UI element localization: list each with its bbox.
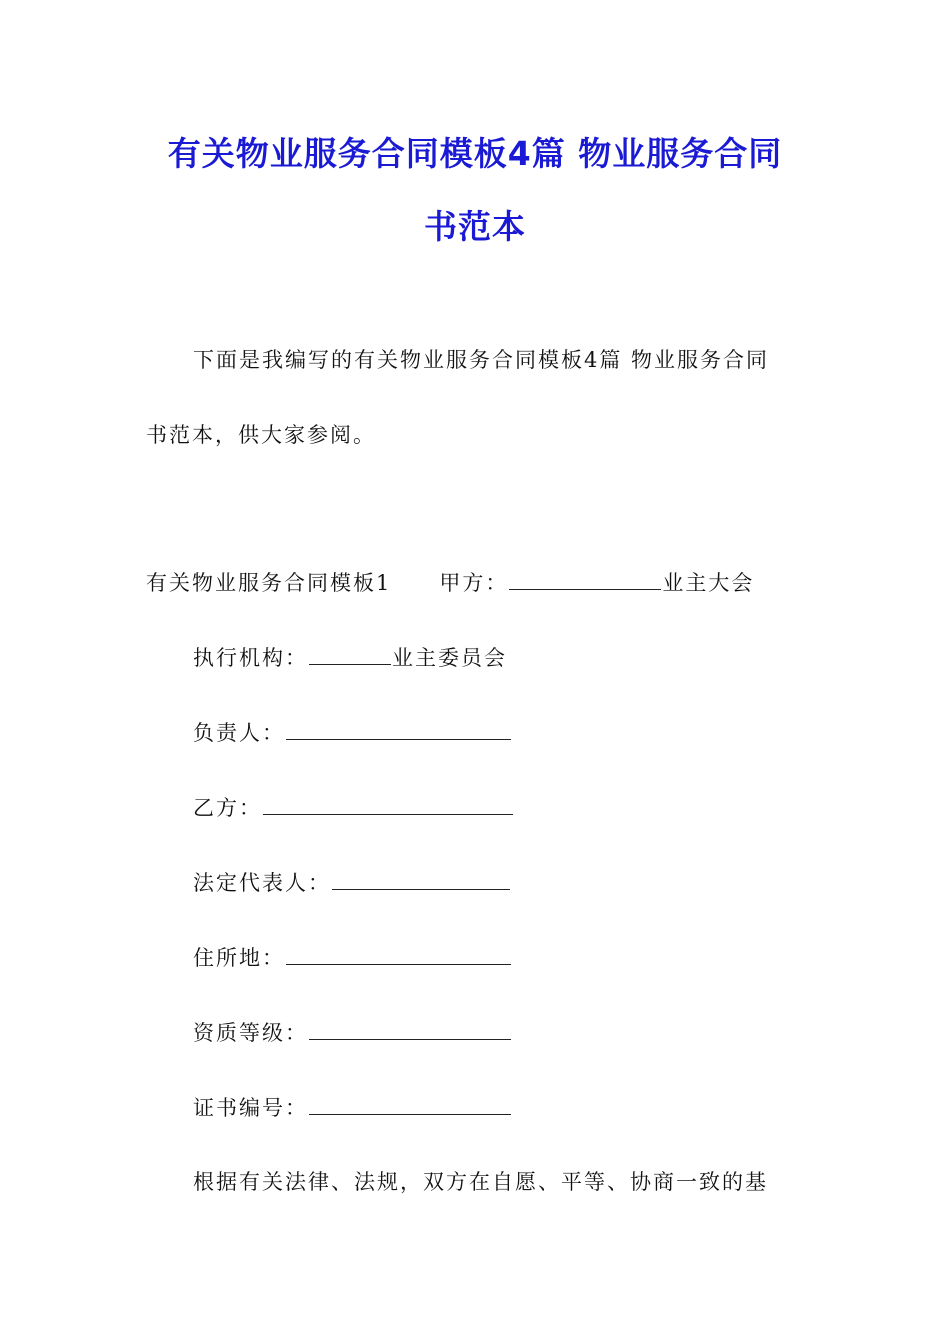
field-blank (286, 719, 511, 740)
field-row-certificate (193, 1093, 512, 1123)
field-label: 乙方： (193, 796, 262, 820)
field-row-legal-rep (193, 868, 511, 898)
field-row-address (193, 943, 512, 973)
document-title-line-1: 有关物业服务合同模板4篇 物业服务合同 (167, 134, 783, 173)
field-blank (263, 794, 513, 815)
field-row-party-b (193, 793, 514, 823)
field-blank (309, 1019, 511, 1040)
exec-row (193, 643, 507, 673)
party-a-row (146, 568, 754, 598)
field-row-qualification (193, 1018, 512, 1048)
field-blank (332, 869, 510, 890)
basis-paragraph: 根据有关法律、法规，双方在自愿、平等、协商一致的基 (193, 1170, 768, 1194)
document-title-line-2: 书范本 (424, 207, 526, 246)
party-a-suffix: 业主大会 (662, 571, 755, 595)
field-blank (286, 944, 511, 965)
party-a-label: 甲方： (439, 571, 509, 595)
field-label: 法定代表人： (193, 871, 331, 895)
exec-blank (309, 644, 391, 665)
intro-line-1: 下面是我编写的有关物业服务合同模板4篇 物业服务合同 (193, 348, 770, 372)
field-label: 证书编号： (193, 1096, 308, 1120)
exec-label: 执行机构： (193, 646, 308, 670)
field-row-responsible (193, 718, 512, 748)
party-a-blank (509, 569, 661, 590)
field-label: 住所地： (193, 946, 285, 970)
field-label: 负责人： (193, 721, 285, 745)
field-label: 资质等级： (193, 1021, 308, 1045)
exec-suffix: 业主委员会 (392, 646, 507, 670)
field-blank (309, 1094, 511, 1115)
intro-line-2: 书范本，供大家参阅。 (146, 423, 376, 447)
template-heading: 有关物业服务合同模板1 (146, 571, 392, 595)
